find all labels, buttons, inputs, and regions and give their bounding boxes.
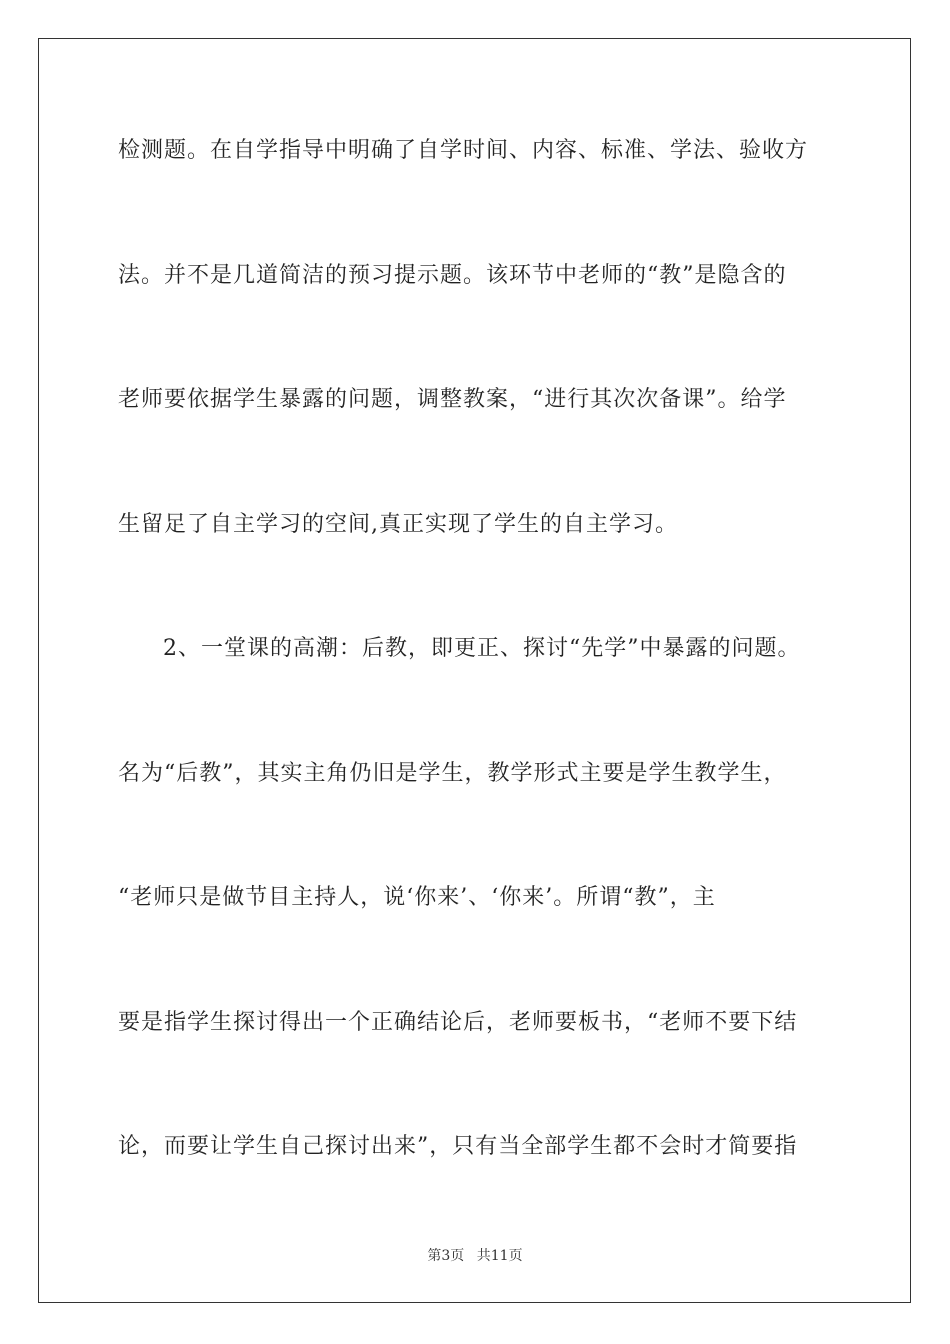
page-total: 共11页 xyxy=(476,1248,523,1264)
text-line: 论，而要让学生自己探讨出来”，只有当全部学生都不会时才简要指 xyxy=(118,1134,798,1159)
text-line: 名为“后教”，其实主角仍旧是学生，教学形式主要是学生教学生， xyxy=(118,761,787,786)
page-border xyxy=(38,38,911,1303)
text-line: 要是指学生探讨得出一个正确结论后，老师要板书，“老师不要下结 xyxy=(118,1010,798,1035)
page-footer xyxy=(0,1247,950,1265)
text-line: 检测题。在自学指导中明确了自学时间、内容、标准、学法、验收方 xyxy=(118,138,809,163)
text-line: 法。并不是几道简洁的预习提示题。该环节中老师的“教”是隐含的 xyxy=(118,263,787,288)
text-line: 2、一堂课的高潮：后教，即更正、探讨“先学”中暴露的问题。 xyxy=(163,636,801,661)
text-line: 老师要依据学生暴露的问题，调整教案，“进行其次次备课”。给学 xyxy=(118,387,787,412)
text-line: 生留足了自主学习的空间,真正实现了学生的自主学习。 xyxy=(118,512,678,537)
text-line: “老师只是做节目主持人，说‘你来’、‘你来’。所谓“教”，主 xyxy=(118,885,716,910)
page-number: 第3页 xyxy=(427,1248,465,1264)
